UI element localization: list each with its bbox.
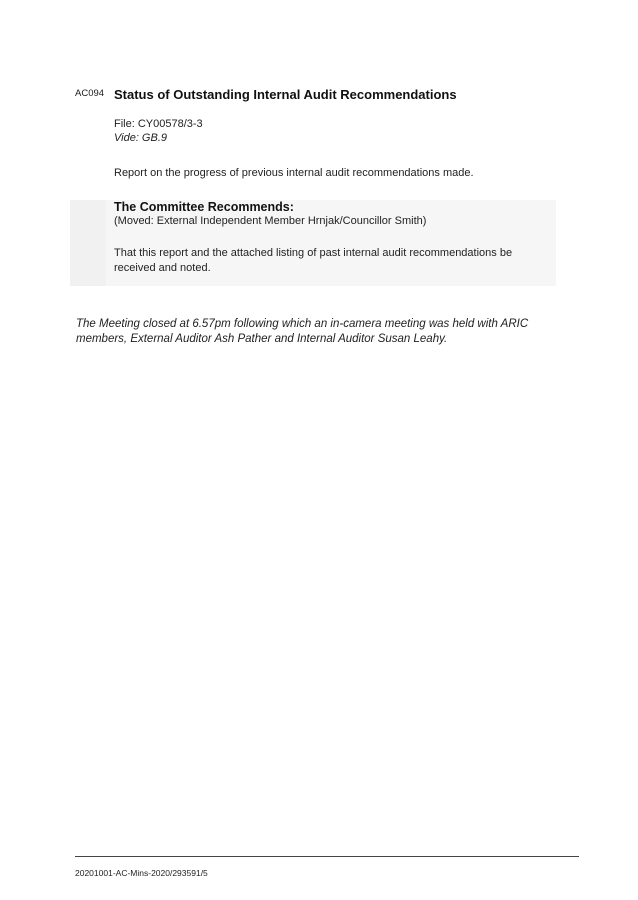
recommendation-gutter: [70, 200, 106, 286]
recommendation-heading: The Committee Recommends:: [114, 200, 294, 214]
item-code: AC094: [75, 88, 105, 99]
meeting-closing-statement: The Meeting closed at 6.57pm following which an in-camera meeting was held with ARIC members, External Auditor Ash Pather and Internal Auditor Susan Leahy.: [76, 318, 529, 345]
recommendation-box: [70, 200, 556, 286]
recommendation-text: That this report and the attached listing of past internal audit recommendations be received and noted.: [114, 247, 513, 274]
item-title: Status of Outstanding Internal Audit Recommendations: [114, 87, 457, 102]
item-summary: Report on the progress of previous internal audit recommendations made.: [114, 167, 474, 179]
footer-divider: [75, 856, 579, 857]
file-reference: File: CY00578/3-3: [114, 118, 203, 130]
footer-document-reference: 20201001-AC-Mins-2020/293591/5: [75, 868, 208, 878]
vide-reference: Vide: GB.9: [114, 132, 167, 144]
recommendation-moved: (Moved: External Independent Member Hrnjak/Councillor Smith): [114, 215, 427, 227]
